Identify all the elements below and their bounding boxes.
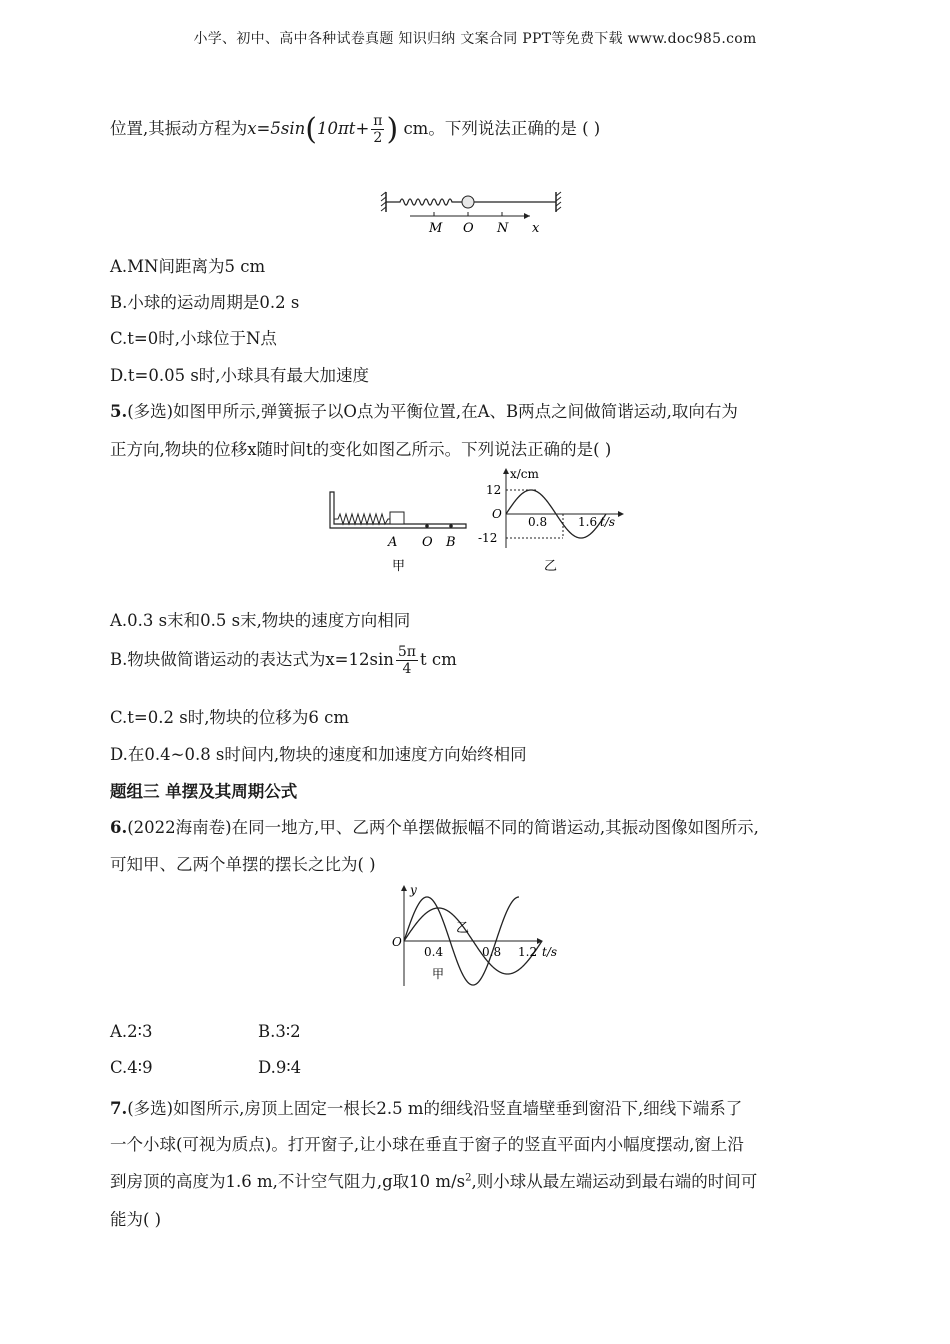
q7-text-3b: ,则小球从最左端运动到最右端的时间可 [471, 1172, 758, 1191]
t-axis-label: t/s [542, 945, 558, 959]
q6-option-d[interactable]: D.9∶4 [258, 1058, 302, 1077]
q4-left-paren: ( [305, 112, 317, 147]
q5-figure-yi [474, 464, 634, 576]
q5-option-b-fraction [396, 644, 418, 677]
q4-right-paren: ) [386, 112, 399, 147]
t-axis-label: t/s [600, 515, 616, 529]
q4-option-a[interactable]: A.MN间距离为5 cm [110, 257, 266, 276]
q4-eq-arg: 10πt+ [316, 119, 370, 138]
q7-stem-line1 [110, 1095, 742, 1119]
q6-option-a[interactable]: A.2∶3 [110, 1022, 153, 1041]
q7-stem-line4: 能为( ) [110, 1210, 162, 1229]
q5-option-a[interactable]: A.0.3 s末和0.5 s末,物块的速度方向相同 [110, 611, 411, 630]
tick-label-1.2: 1.2 [518, 945, 538, 959]
q5-stem-line1 [110, 398, 738, 422]
q6-stem-line2: 可知甲、乙两个单摆的摆长之比为( ) [110, 855, 376, 874]
q4-eq-fraction [371, 113, 384, 146]
q7-stem-line3 [110, 1168, 757, 1192]
label-o: O [422, 535, 433, 550]
q6-number: 6. [110, 818, 128, 837]
point-b [449, 524, 453, 528]
q5-option-d[interactable]: D.在0.4~0.8 s时间内,物块的速度和加速度方向始终相同 [110, 745, 527, 764]
y-axis-arrow [401, 885, 407, 891]
q7-number: 7. [110, 1099, 128, 1118]
label-x: x [532, 221, 540, 236]
q4-spring-figure [380, 188, 570, 240]
right-wall [556, 192, 561, 212]
tick-label-0.8: 0.8 [482, 945, 502, 959]
q5-option-b-num: 5π [397, 644, 416, 660]
q4-option-b[interactable]: B.小球的运动周期是0.2 s [110, 293, 300, 312]
q5-option-b-text: B.物块做简谐运动的表达式为x=12sin [110, 650, 394, 670]
q4-eq-lhs: x=5sin [247, 119, 306, 138]
q5-stem-line2: 正方向,物块的位移x随时间t的变化如图乙所示。下列说法正确的是( ) [110, 440, 612, 459]
q5-option-b-den: 4 [402, 661, 412, 678]
y-axis-arrow [503, 468, 509, 474]
q7-stem-line2: 一个小球(可视为质点)。打开窗子,让小球在垂直于窗子的竖直平面内小幅度摆动,窗上沿 [110, 1135, 744, 1154]
y-axis-label: y [410, 883, 417, 897]
t-axis-arrow [618, 511, 624, 517]
q4-eq-num: π [373, 112, 383, 129]
q4-intro-suffix: cm。下列说法正确的是 ( ) [403, 119, 601, 138]
tick-label-0.8: 0.8 [528, 515, 548, 529]
label-yi: 乙 [456, 921, 470, 936]
q6-option-c[interactable]: C.4∶9 [110, 1058, 153, 1077]
q5-option-b-suffix: t cm [419, 650, 457, 670]
label-n: N [497, 221, 509, 236]
page-header: 小学、初中、高中各种试卷真题 知识归纳 文案合同 PPT等免费下载 www.doc985.com [193, 31, 757, 47]
q5-option-c[interactable]: C.t=0.2 s时,物块的位移为6 cm [110, 708, 350, 727]
label-jia: 甲 [432, 967, 445, 981]
q5-figure-jia [326, 488, 471, 576]
q5-text-1: (多选)如图甲所示,弹簧振子以O点为平衡位置,在A、B两点之间做简谐运动,取向右为 [127, 402, 738, 421]
section-heading: 题组三 单摆及其周期公式 [110, 782, 298, 801]
block [390, 512, 404, 524]
spring-coil [386, 199, 462, 205]
q7-text-1: (多选)如图所示,房顶上固定一根长2.5 m的细线沿竖直墙壁垂到窗沿下,细线下端系了 [127, 1099, 743, 1118]
origin-label: O [492, 507, 502, 521]
ball [462, 196, 474, 208]
spring [334, 514, 390, 524]
q7-superscript: 2 [465, 1172, 472, 1184]
label-m: M [429, 221, 443, 236]
q4-intro-prefix: 位置,其振动方程为 [110, 119, 248, 138]
origin-label: O [392, 935, 402, 949]
label-b: B [446, 535, 456, 550]
label-o: O [463, 221, 474, 236]
point-o [425, 524, 429, 528]
q6-option-b[interactable]: B.3∶2 [258, 1022, 301, 1041]
y-axis-label: x/cm [510, 467, 539, 481]
tick-label-1.6: 1.6 [578, 515, 598, 529]
q6-figure [390, 882, 570, 990]
q7-text-3a: 到房顶的高度为1.6 m,不计空气阻力,g取10 m/s [110, 1172, 466, 1191]
q5-number: 5. [110, 402, 128, 421]
left-wall [381, 192, 386, 212]
caption-jia: 甲 [392, 559, 406, 574]
q6-stem-line1 [110, 814, 759, 838]
q4-option-d[interactable]: D.t=0.05 s时,小球具有最大加速度 [110, 366, 370, 385]
q4-option-c[interactable]: C.t=0时,小球位于N点 [110, 329, 277, 348]
q4-eq-den: 2 [373, 130, 383, 146]
tick-label-12: 12 [486, 483, 502, 497]
tick-label-neg12: -12 [478, 531, 498, 545]
q4-intro [110, 112, 600, 147]
q6-text-1: (2022海南卷)在同一地方,甲、乙两个单摆做振幅不同的简谐运动,其振动图像如图所示, [127, 818, 759, 837]
label-a: A [388, 535, 398, 550]
x-axis-arrow [524, 213, 530, 219]
tick-label-0.4: 0.4 [424, 945, 444, 959]
caption-yi: 乙 [544, 559, 558, 574]
q5-option-b[interactable] [110, 644, 457, 677]
